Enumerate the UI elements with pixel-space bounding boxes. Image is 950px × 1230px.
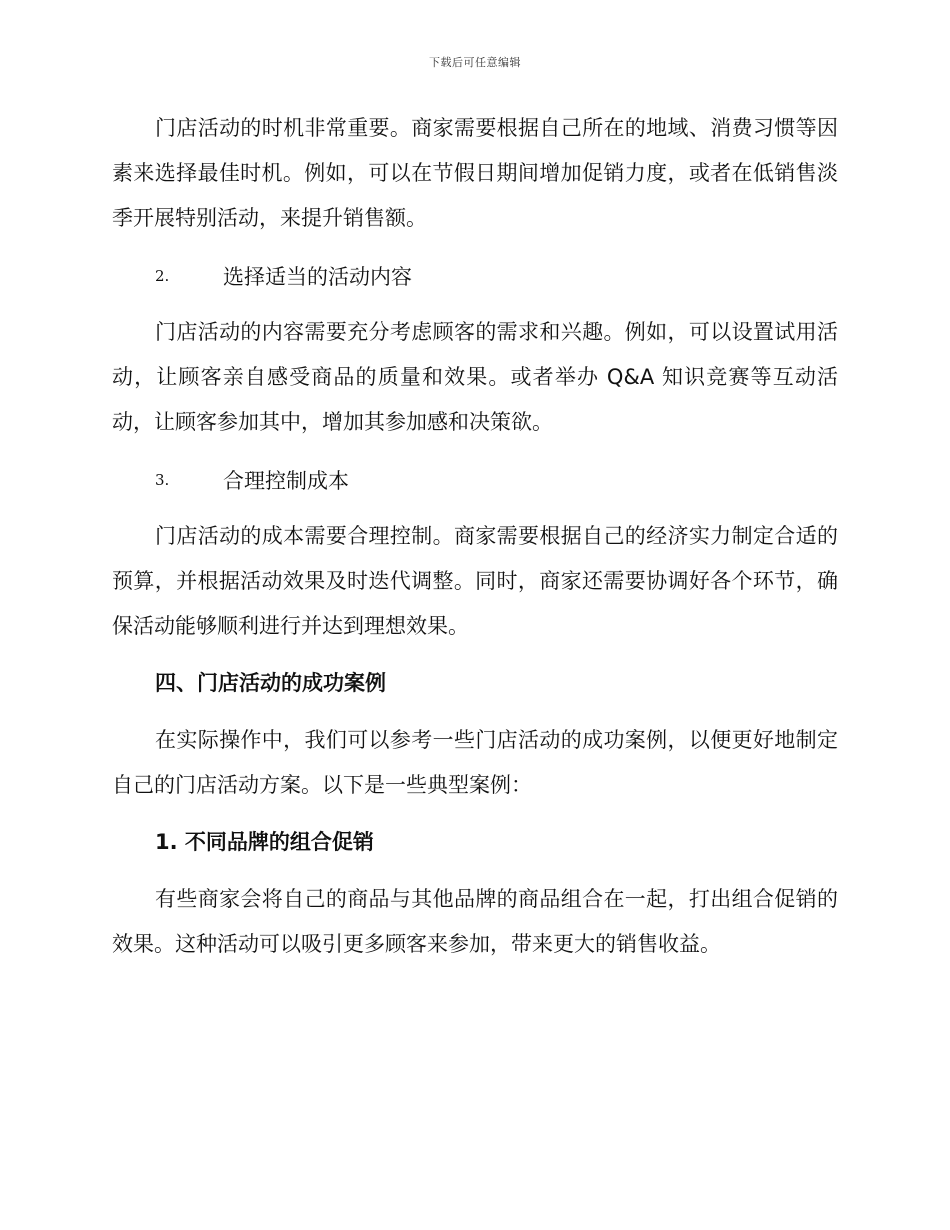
item-number: 2. [155, 266, 170, 285]
numbered-item-3 [112, 457, 838, 502]
section-heading: 四、门店活动的成功案例 [155, 671, 386, 695]
paragraph-cost: 门店活动的成本需要合理控制。商家需要根据自己的经济实力制定合适的预算，并根据活动效果及时迭代调整。同时，商家还需要协调好各个环节，确保活动能够顺利进行并达到理想效果。 [112, 524, 838, 638]
subsection-heading: 1. 不同品牌的组合促销 [155, 830, 374, 854]
item-title: 合理控制成本 [223, 468, 349, 493]
paragraph-cases-intro: 在实际操作中，我们可以参考一些门店活动的成功案例，以便更好地制定自己的门店活动方案。以下是一些典型案例： [112, 728, 838, 797]
header-note: 下载后可任意编辑 [429, 56, 521, 69]
item-number: 3. [155, 470, 170, 489]
numbered-item-2 [112, 253, 838, 298]
paragraph-content: 门店活动的内容需要充分考虑顾客的需求和兴趣。例如，可以设置试用活动，让顾客亲自感受商品的质量和效果。或者举办 Q&A 知识竞赛等互动活动，让顾客参加其中，增加其参加感和决策欲。 [112, 320, 838, 434]
paragraph-timing: 门店活动的时机非常重要。商家需要根据自己所在的地域、消费习惯等因素来选择最佳时机。例如，可以在节假日期间增加促销力度，或者在低销售淡季开展特别活动，来提升销售额。 [112, 116, 838, 230]
paragraph-combo-promo: 有些商家会将自己的商品与其他品牌的商品组合在一起，打出组合促销的效果。这种活动可以吸引更多顾客来参加，带来更大的销售收益。 [112, 887, 838, 956]
item-title: 选择适当的活动内容 [223, 264, 412, 289]
document-body [112, 106, 838, 979]
